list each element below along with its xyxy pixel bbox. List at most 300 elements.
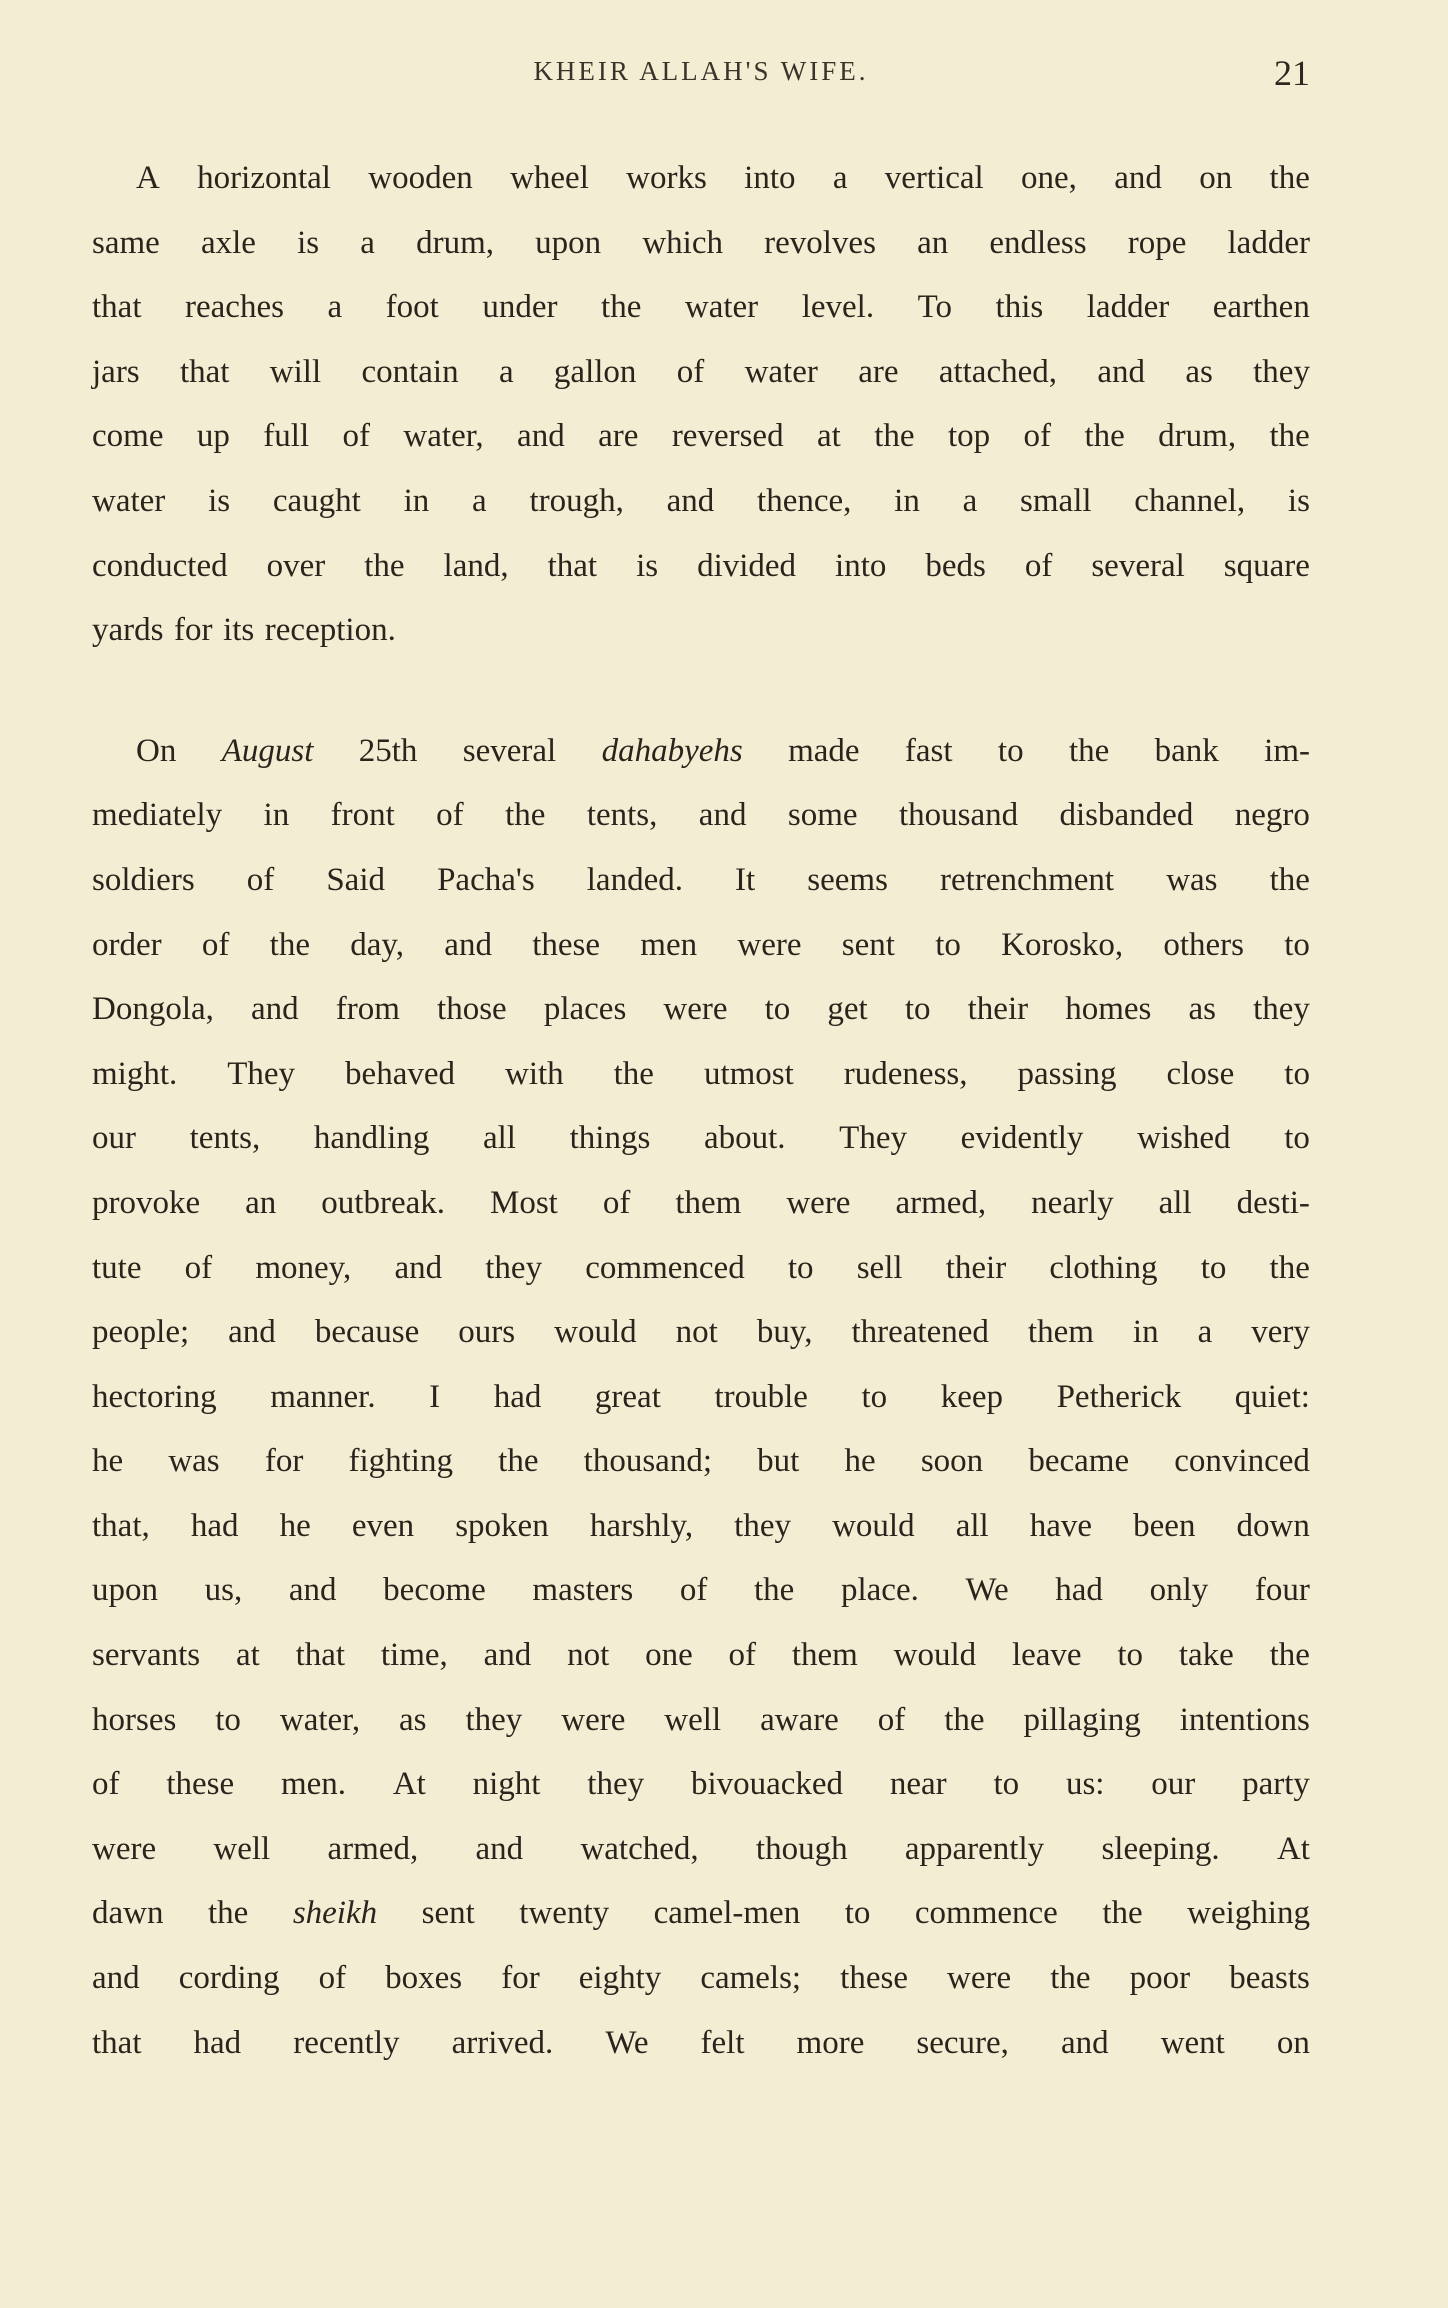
text-line <box>92 598 1310 663</box>
word: come <box>92 418 164 455</box>
word: are <box>858 353 899 390</box>
word: bank <box>1154 732 1219 769</box>
word: ours <box>458 1314 516 1351</box>
word: become <box>383 1572 486 1609</box>
word: water <box>92 482 166 519</box>
word: great <box>594 1378 661 1415</box>
word: at <box>816 418 841 455</box>
word: and <box>1114 160 1162 196</box>
word: would <box>832 1507 915 1544</box>
word: of <box>318 1960 347 1997</box>
word: a <box>1197 1314 1213 1351</box>
word: tute <box>92 1249 142 1286</box>
word: harshly, <box>589 1507 694 1544</box>
word: that <box>92 289 142 326</box>
word: things <box>569 1120 651 1157</box>
word: camels; <box>700 1960 802 1997</box>
word: became <box>1028 1443 1130 1480</box>
word: tents, <box>189 1120 261 1157</box>
word: armed, <box>327 1830 419 1867</box>
word: they <box>587 1766 645 1803</box>
word: Petherick <box>1056 1378 1182 1415</box>
word: servants <box>92 1637 201 1674</box>
word: mediately <box>92 797 223 834</box>
word: We <box>605 2024 649 2061</box>
word: about. <box>703 1120 786 1157</box>
word: same <box>92 224 160 261</box>
word: 25th <box>358 732 418 769</box>
word: of <box>679 1572 708 1609</box>
word: for <box>174 612 213 649</box>
word: beasts <box>1229 1960 1310 1997</box>
word: was <box>1166 861 1218 898</box>
word: and <box>475 1830 524 1867</box>
word: ladder <box>1227 224 1310 261</box>
word: the <box>613 1055 654 1092</box>
word: a <box>472 482 487 519</box>
word: these <box>532 926 601 963</box>
word: to <box>764 991 791 1028</box>
word: them <box>1027 1314 1094 1351</box>
word: the <box>1269 160 1310 196</box>
word: and <box>394 1249 443 1286</box>
word: to <box>215 1701 241 1738</box>
word: seems <box>807 861 888 898</box>
word: were <box>561 1701 626 1738</box>
word: to <box>844 1895 871 1932</box>
word: trouble <box>714 1378 808 1415</box>
word: the <box>874 418 915 455</box>
word: of <box>436 797 464 834</box>
word: passing <box>1017 1055 1117 1092</box>
word: ladder <box>1086 289 1170 326</box>
word: he <box>92 1443 124 1480</box>
text-line <box>92 977 1310 1042</box>
word: a <box>832 160 848 196</box>
word: order <box>92 926 162 963</box>
word: was <box>168 1443 220 1480</box>
word: men <box>640 926 698 963</box>
word: on <box>1199 160 1233 196</box>
word: A <box>136 160 160 196</box>
word: reversed <box>671 418 784 455</box>
word: reaches <box>185 289 284 326</box>
word: landed. <box>586 861 683 898</box>
word: would <box>893 1637 977 1674</box>
word: one, <box>1021 160 1077 196</box>
word: thousand; <box>583 1443 712 1480</box>
word: over <box>266 547 326 584</box>
paragraph <box>92 719 1310 2075</box>
word: they <box>1253 991 1310 1028</box>
word: and <box>444 926 492 963</box>
word: of <box>602 1184 631 1221</box>
word: of <box>877 1701 906 1738</box>
word: all <box>955 1507 989 1544</box>
word: pillaging <box>1023 1701 1141 1738</box>
word: recently <box>293 2024 400 2061</box>
word: small <box>1020 482 1092 519</box>
word: To <box>917 289 952 326</box>
word: is <box>636 547 659 584</box>
word: revolves <box>764 224 876 261</box>
word: near <box>889 1766 947 1803</box>
word: to <box>861 1378 888 1415</box>
word: a <box>327 289 343 326</box>
word: poor <box>1129 1960 1191 1997</box>
word: of <box>246 861 275 898</box>
paragraph-gap <box>92 663 1310 719</box>
word: were <box>737 926 802 963</box>
word: of <box>342 418 371 455</box>
word: land, <box>443 547 509 584</box>
word: into <box>744 160 796 196</box>
word: and <box>483 1637 532 1674</box>
word: from <box>335 991 400 1028</box>
text-line <box>92 1300 1310 1365</box>
word: behaved <box>345 1055 455 1092</box>
word: all <box>1158 1184 1192 1221</box>
word: and <box>251 991 299 1028</box>
text-line <box>92 1881 1310 1946</box>
word: under <box>482 289 558 326</box>
word: not <box>567 1637 610 1674</box>
word: in <box>1132 1314 1159 1351</box>
word: Dongola, <box>92 991 214 1028</box>
word: been <box>1133 1507 1196 1544</box>
word: They <box>839 1120 907 1157</box>
word: and <box>1060 2024 1109 2061</box>
paragraph <box>92 146 1310 663</box>
word: water, <box>279 1701 361 1738</box>
word: On <box>136 732 177 769</box>
word: the <box>498 1443 539 1480</box>
word: dawn <box>92 1895 164 1932</box>
word: threatened <box>851 1314 989 1351</box>
word: commenced <box>585 1249 745 1286</box>
word: wished <box>1137 1120 1231 1157</box>
word: for <box>264 1443 304 1480</box>
text-line <box>92 340 1310 405</box>
word: thence, <box>757 482 852 519</box>
word: and <box>1097 353 1145 390</box>
text-line <box>92 404 1310 469</box>
word: a <box>962 482 978 519</box>
word: yards <box>92 612 164 649</box>
word: because <box>314 1314 420 1351</box>
word: retrenchment <box>940 861 1115 898</box>
text-line <box>92 1365 1310 1430</box>
word: is <box>297 224 320 261</box>
word: that <box>179 353 230 390</box>
text-line <box>92 913 1310 978</box>
word: the <box>505 797 546 834</box>
word: were <box>92 1830 157 1867</box>
word: clothing <box>1049 1249 1158 1286</box>
word: us: <box>1065 1766 1105 1803</box>
word: jars <box>92 353 140 390</box>
word: upon <box>92 1572 158 1609</box>
word: drum, <box>416 224 494 261</box>
word: up <box>196 418 230 455</box>
word: armed, <box>895 1184 987 1221</box>
word: apparently <box>904 1830 1045 1867</box>
word: and <box>698 797 747 834</box>
word: felt <box>700 2024 745 2061</box>
word: hectoring <box>92 1378 217 1415</box>
word: are <box>598 418 639 455</box>
word: down <box>1236 1507 1310 1544</box>
word: for <box>501 1960 540 1997</box>
word: of <box>92 1766 120 1803</box>
word: negro <box>1234 797 1310 834</box>
word: the <box>1269 418 1310 455</box>
word: soon <box>920 1443 984 1480</box>
word: water <box>744 353 818 390</box>
body-text <box>92 146 1310 2075</box>
word: well <box>213 1830 271 1867</box>
word: some <box>787 797 858 834</box>
running-title: KHEIR ALLAH'S WIFE. <box>533 56 869 86</box>
word: made <box>788 732 860 769</box>
word: rudeness, <box>843 1055 968 1092</box>
word: the <box>1084 418 1125 455</box>
word: not <box>675 1314 718 1351</box>
word: Most <box>490 1184 558 1221</box>
word: at <box>235 1637 260 1674</box>
word: the <box>944 1701 985 1738</box>
word: intentions <box>1179 1701 1310 1738</box>
word: twenty <box>519 1895 610 1932</box>
word: a <box>498 353 514 390</box>
word: fast <box>904 732 953 769</box>
word: Said <box>326 861 385 898</box>
word: divided <box>697 547 797 584</box>
word: them <box>675 1184 742 1221</box>
word: conducted <box>92 547 228 584</box>
word: the <box>1068 732 1110 769</box>
word: that <box>92 2024 142 2061</box>
word: leave <box>1011 1637 1082 1674</box>
word: of <box>1024 547 1053 584</box>
word: they <box>465 1701 523 1738</box>
word: close <box>1166 1055 1235 1092</box>
word: thousand <box>898 797 1019 834</box>
word: places <box>543 991 627 1028</box>
word: water <box>684 289 759 326</box>
word: rope <box>1127 224 1187 261</box>
word: were <box>947 1960 1012 1997</box>
word: quiet: <box>1234 1378 1310 1415</box>
text-line <box>92 1042 1310 1107</box>
word: but <box>757 1443 800 1480</box>
word: weighing <box>1187 1895 1310 1932</box>
word: horizontal <box>197 160 331 196</box>
word: money, <box>255 1249 352 1286</box>
word: them <box>791 1637 858 1674</box>
word: arrived. <box>451 2024 554 2061</box>
word: that <box>295 1637 346 1674</box>
word: our <box>92 1120 136 1157</box>
text-line <box>92 783 1310 848</box>
word: and <box>92 1960 140 1997</box>
word: utmost <box>703 1055 794 1092</box>
word: the <box>1269 1249 1310 1286</box>
word: August <box>221 732 314 769</box>
word: that <box>547 547 598 584</box>
text-line <box>92 275 1310 340</box>
word: axle <box>200 224 256 261</box>
word: to <box>997 732 1024 769</box>
word: all <box>482 1120 516 1157</box>
word: would <box>554 1314 637 1351</box>
word: in <box>894 482 920 519</box>
word: boxes <box>385 1960 463 1997</box>
text-line <box>92 719 1310 784</box>
word: they <box>1253 353 1310 390</box>
word: one <box>645 1637 693 1674</box>
text-line <box>92 1817 1310 1882</box>
word: wooden <box>368 160 473 196</box>
word: We <box>965 1572 1009 1609</box>
word: in <box>263 797 290 834</box>
word: dahabyehs <box>601 732 743 769</box>
text-line <box>92 2011 1310 2076</box>
word: only <box>1149 1572 1209 1609</box>
word: front <box>330 797 395 834</box>
word: those <box>437 991 507 1028</box>
text-line <box>92 1688 1310 1753</box>
word: It <box>735 861 756 898</box>
word: disbanded <box>1059 797 1194 834</box>
word: They <box>227 1055 296 1092</box>
word: gallon <box>553 353 637 390</box>
word: outbreak. <box>321 1184 445 1221</box>
word: beds <box>925 547 986 584</box>
text-line <box>92 534 1310 599</box>
word: im- <box>1264 732 1310 769</box>
word: and <box>517 418 565 455</box>
word: he <box>844 1443 876 1480</box>
word: had <box>190 1507 239 1544</box>
word: several <box>1091 547 1185 584</box>
word: to <box>1284 926 1310 963</box>
word: several <box>462 732 557 769</box>
text-line <box>92 1494 1310 1559</box>
word: sent <box>841 926 895 963</box>
word: have <box>1029 1507 1093 1544</box>
word: of <box>201 926 230 963</box>
word: endless <box>989 224 1087 261</box>
word: a <box>360 224 375 261</box>
word: reception. <box>264 612 396 649</box>
word: Korosko, <box>1001 926 1124 963</box>
word: caught <box>272 482 361 519</box>
text-line <box>92 1623 1310 1688</box>
word: drum, <box>1158 418 1237 455</box>
word: the <box>1102 1895 1143 1932</box>
text-line <box>92 469 1310 534</box>
word: nearly <box>1031 1184 1114 1221</box>
word: water, <box>403 418 484 455</box>
word: the <box>207 1895 249 1932</box>
word: commence <box>914 1895 1058 1932</box>
text-line <box>92 1752 1310 1817</box>
word: works <box>626 160 707 196</box>
word: convinced <box>1174 1443 1310 1480</box>
word: is <box>1287 482 1310 519</box>
word: of <box>184 1249 213 1286</box>
word: others <box>1163 926 1244 963</box>
word: masters <box>532 1572 634 1609</box>
word: full <box>263 418 310 455</box>
word: these <box>840 1960 908 1997</box>
word: aware <box>760 1701 839 1738</box>
word: earthen <box>1212 289 1310 326</box>
word: to <box>1200 1249 1227 1286</box>
text-line <box>92 1429 1310 1494</box>
word: upon <box>535 224 602 261</box>
word: to <box>993 1766 1020 1803</box>
word: watched, <box>580 1830 699 1867</box>
word: the <box>269 926 310 963</box>
word: to <box>935 926 961 963</box>
word: square <box>1223 547 1310 584</box>
text-line <box>92 848 1310 913</box>
word: to <box>1117 1637 1144 1674</box>
word: and <box>288 1572 337 1609</box>
word: had <box>1055 1572 1103 1609</box>
word: will <box>269 353 322 390</box>
word: At <box>1276 1830 1310 1867</box>
word: an <box>917 224 949 261</box>
word: the <box>1050 1960 1091 1997</box>
word: bivouacked <box>690 1766 844 1803</box>
word: party <box>1242 1766 1310 1803</box>
word: as <box>1188 991 1216 1028</box>
word: handling <box>313 1120 430 1157</box>
word: men. <box>280 1766 347 1803</box>
text-line <box>92 211 1310 276</box>
word: buy, <box>756 1314 813 1351</box>
word: he <box>279 1507 311 1544</box>
word: the <box>1269 1637 1310 1674</box>
word: four <box>1254 1572 1310 1609</box>
word: attached, <box>938 353 1057 390</box>
word: place. <box>840 1572 919 1609</box>
word: take <box>1178 1637 1234 1674</box>
word: an <box>245 1184 277 1221</box>
word: into <box>835 547 887 584</box>
word: wheel <box>510 160 589 196</box>
word: had <box>493 1378 542 1415</box>
word: sheikh <box>292 1895 378 1932</box>
word: with <box>504 1055 564 1092</box>
word: fighting <box>348 1443 453 1480</box>
word: more <box>796 2024 865 2061</box>
word: top <box>947 418 991 455</box>
word: to <box>1284 1055 1310 1092</box>
word: our <box>1151 1766 1196 1803</box>
word: as <box>1185 353 1213 390</box>
word: camel-men <box>653 1895 801 1932</box>
word: soldiers <box>92 861 195 898</box>
text-line <box>92 1558 1310 1623</box>
word: well <box>664 1701 722 1738</box>
word: level. <box>801 289 875 326</box>
word: to <box>904 991 931 1028</box>
word: contain <box>361 353 459 390</box>
